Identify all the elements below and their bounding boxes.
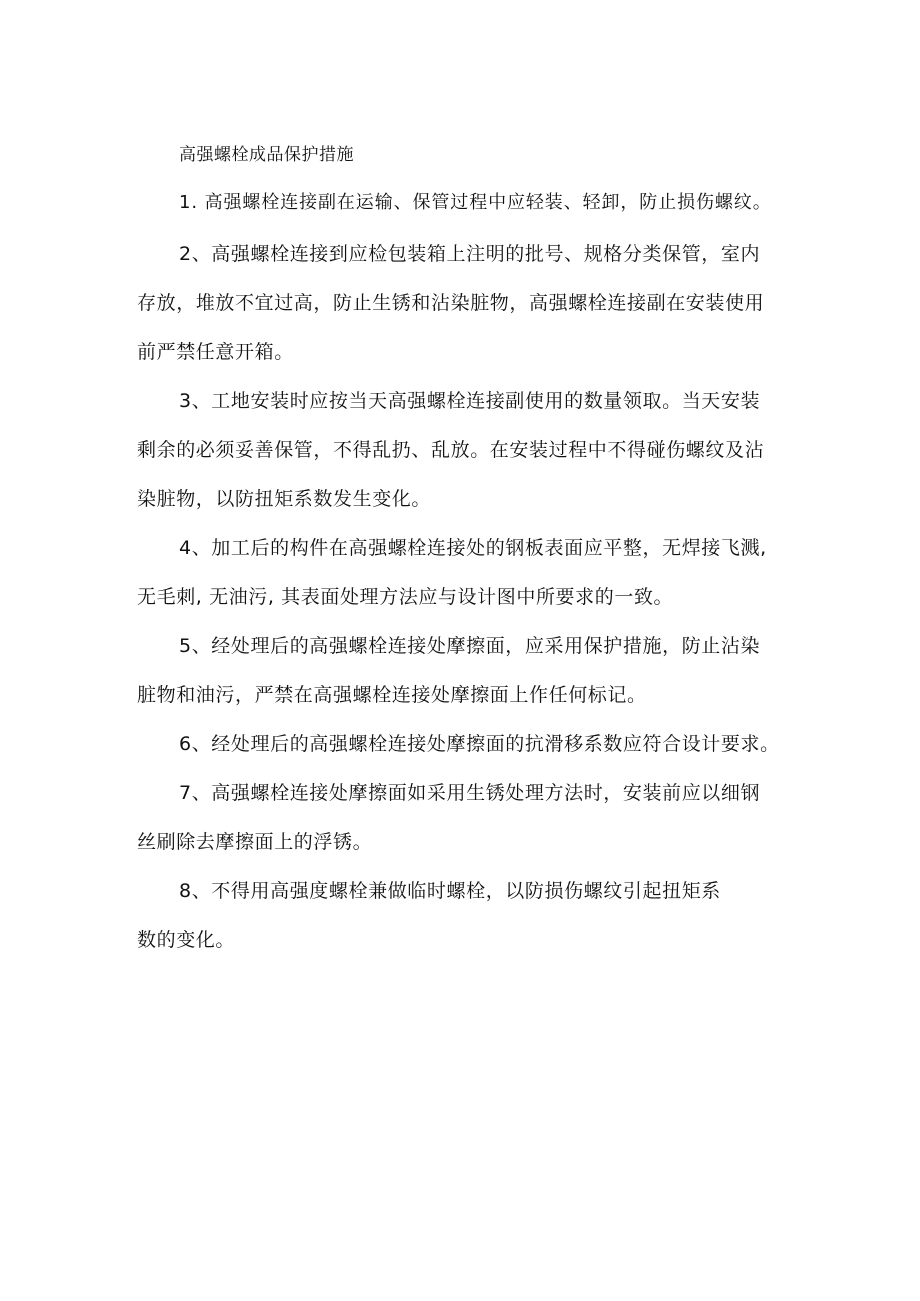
- item-6: 6、经处理后的高强螺栓连接处摩擦面的抗滑移系数应符合设计要求。: [179, 733, 780, 755]
- item-7-line-2: 丝刷除去摩擦面上的浮锈。: [137, 831, 373, 853]
- item-3-line-1: 3、工地安装时应按当天高强螺栓连接副使用的数量领取。当天安装: [179, 390, 761, 412]
- item-4-line-2: 无毛刺, 无油污, 其表面处理方法应与设计图中所要求的一致。: [137, 586, 674, 608]
- item-2-line-2: 存放，堆放不宜过高，防止生锈和沾染脏物，高强螺栓连接副在安装使用: [137, 292, 765, 314]
- item-5-line-2: 脏物和油污，严禁在高强螺栓连接处摩擦面上作任何标记。: [137, 684, 647, 706]
- item-7-line-1: 7、高强螺栓连接处摩擦面如采用生锈处理方法时，安装前应以细钢: [179, 782, 761, 804]
- item-4-line-1: 4、加工后的构件在高强螺栓连接处的钢板表面应平整，无焊接飞溅,: [179, 537, 767, 559]
- item-3-line-2: 剩余的必须妥善保管，不得乱扔、乱放。在安装过程中不得碰伤螺纹及沾: [137, 439, 765, 461]
- item-2-line-1: 2、高强螺栓连接到应检包装箱上注明的批号、规格分类保管，室内: [179, 243, 761, 265]
- item-2-line-3: 前严禁任意开箱。: [137, 341, 294, 363]
- document-title: 高强螺栓成品保护措施: [179, 145, 354, 165]
- item-3-line-3: 染脏物，以防扭矩系数发生变化。: [137, 488, 432, 510]
- item-1: 1. 高强螺栓连接副在运输、保管过程中应轻装、轻卸，防止损伤螺纹。: [179, 192, 772, 213]
- item-8-line-2: 数的变化。: [137, 929, 236, 951]
- item-5-line-1: 5、经处理后的高强螺栓连接处摩擦面，应采用保护措施，防止沾染: [179, 635, 761, 657]
- item-8-line-1: 8、不得用高强度螺栓兼做临时螺栓，以防损伤螺纹引起扭矩系: [179, 880, 721, 902]
